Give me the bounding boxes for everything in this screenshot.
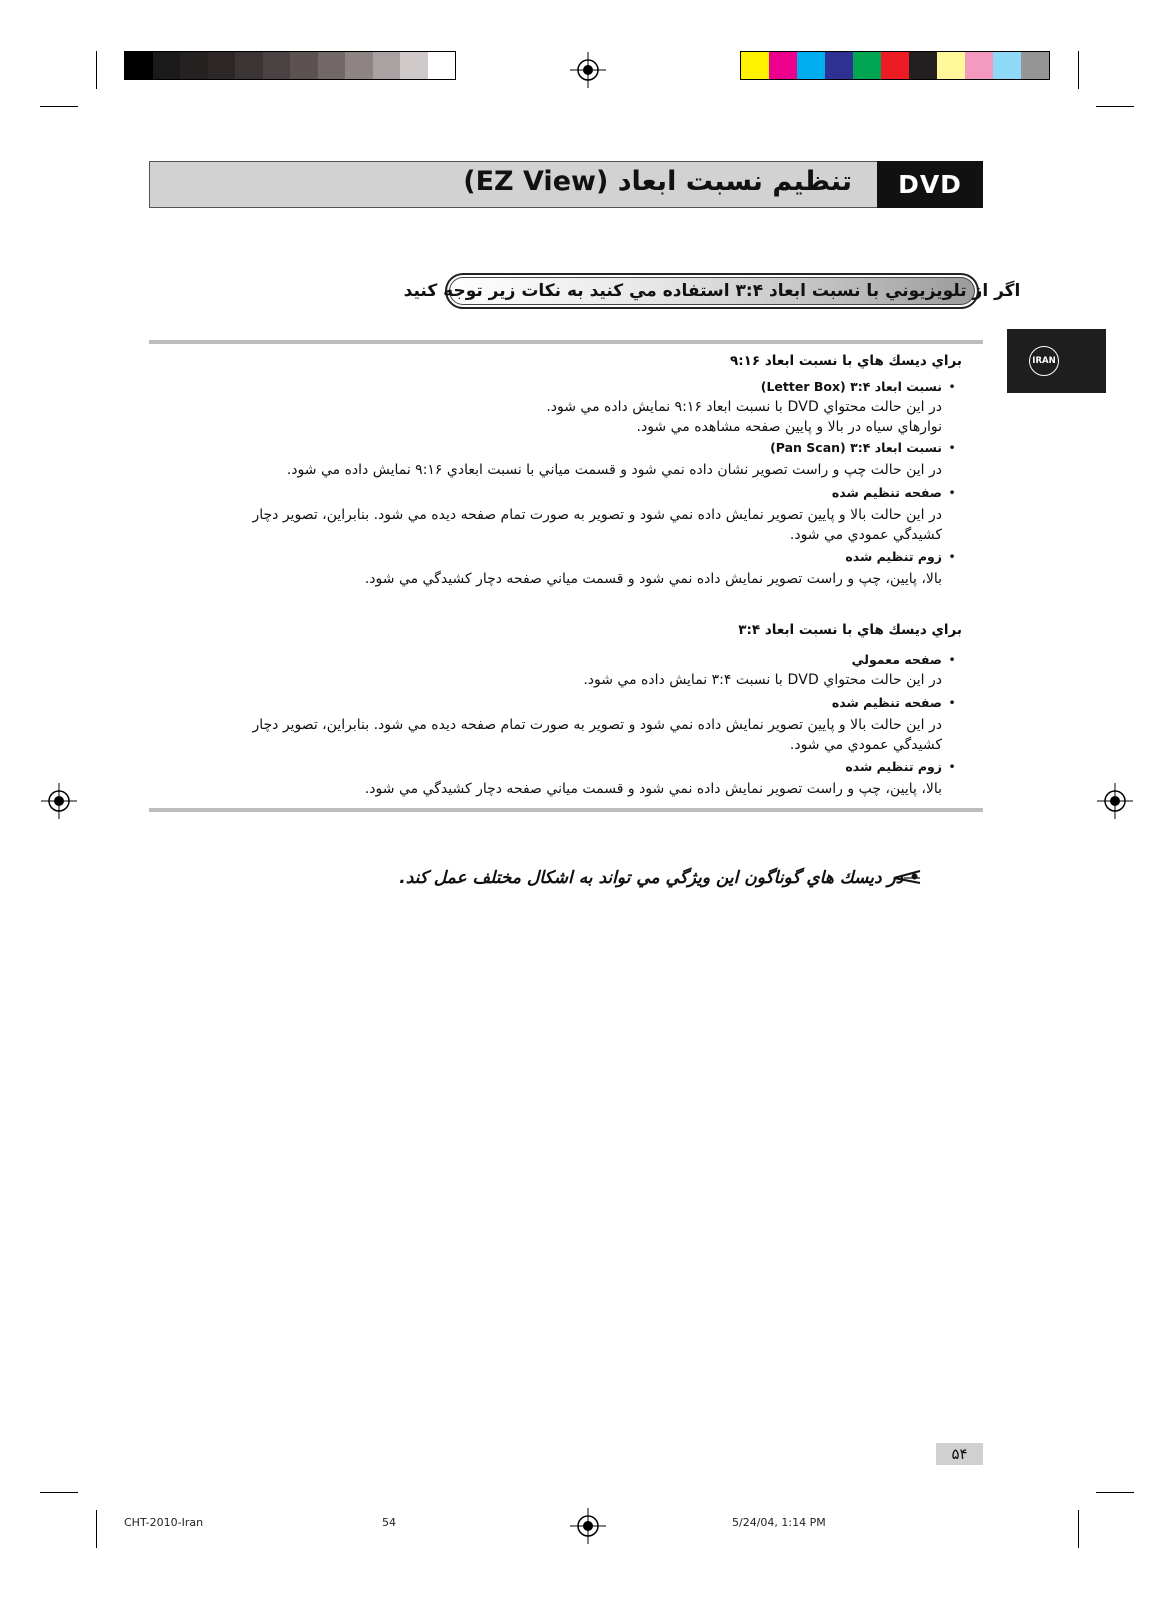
registration-mark-icon [41, 783, 77, 819]
item-text: در اين حالت محتواي DVD با نسبت ۳:۴ نمايش داده مي شود. [583, 672, 942, 688]
color-swatch [797, 52, 825, 79]
registration-mark-icon [570, 52, 606, 88]
gray-swatch [263, 52, 291, 79]
color-swatch [853, 52, 881, 79]
footer-timestamp: 5/24/04, 1:14 PM [732, 1516, 826, 1529]
item-title: • زوم تنظيم شده [149, 549, 962, 569]
item-text: كشيدگي عمودي مي شود. [789, 737, 942, 753]
footer-page: 54 [382, 1516, 396, 1529]
page-header [149, 161, 983, 208]
crop-mark [40, 106, 78, 107]
item-title: • نسبت ابعاد ۳:۴ (Pan Scan) [149, 440, 962, 460]
item-text: كشيدگي عمودي مي شود. [789, 527, 942, 543]
gray-swatch [180, 52, 208, 79]
section-heading: براي ديسك هاي با نسبت ابعاد ۳:۴ [738, 622, 962, 638]
color-swatch [909, 52, 937, 79]
gray-swatch [373, 52, 401, 79]
color-swatch [937, 52, 965, 79]
subtitle-text: اگر از تلويزيوني با نسبت ابعاد ۳:۴ استفاده مي كنيد به نكات زير توجه كنيد [403, 281, 1021, 301]
gray-swatch [400, 52, 428, 79]
color-swatch [993, 52, 1021, 79]
crop-mark [40, 1492, 78, 1493]
iran-badge-icon: IRAN [1029, 346, 1059, 376]
section-4-3 [149, 622, 962, 799]
section-16-9 [149, 353, 962, 589]
footer-filename: CHT-2010-Iran [124, 1516, 204, 1529]
language-side-tab [1007, 329, 1106, 393]
item-text: در اين حالت چپ و راست تصوير نشان داده نمي شود و قسمت مياني با نسبت ابعادي ۹:۱۶ نمايش داده مي شود. [286, 462, 942, 478]
crop-mark [1078, 1510, 1079, 1548]
crop-mark [1096, 1492, 1134, 1493]
gray-swatch [153, 52, 181, 79]
gray-swatch [125, 52, 153, 79]
item-title: • صفحه معمولي [149, 652, 962, 670]
section-heading: براي ديسك هاي با نسبت ابعاد ۹:۱۶ [730, 353, 962, 369]
item-text: در اين حالت محتواي DVD با نسبت ابعاد ۹:۱۶ نمايش داده مي شود. [546, 399, 942, 415]
item-title: • زوم تنظيم شده [149, 759, 962, 779]
item-text: بالا، پايين، چپ و راست تصوير نمايش داده نمي شود و قسمت مياني صفحه دچار كشيدگي مي شود. [364, 571, 942, 587]
page-number: ۵۴ [936, 1443, 983, 1465]
item-title: • نسبت ابعاد ۳:۴ (Letter Box) [149, 379, 962, 397]
crop-mark [1078, 51, 1079, 89]
gray-swatch [345, 52, 373, 79]
color-calibration-bar [740, 51, 1050, 80]
grayscale-calibration-bar [124, 51, 456, 80]
color-swatch [825, 52, 853, 79]
gray-swatch [208, 52, 236, 79]
item-text: در اين حالت بالا و پايين تصوير نمايش داده نمي شود و تصوير به صورت تمام صفحه ديده مي شود. بنابراين، تصوير دچار [252, 507, 942, 523]
section-subtitle-banner [403, 273, 1021, 309]
color-swatch [881, 52, 909, 79]
color-swatch [769, 52, 797, 79]
item-text: بالا، پايين، چپ و راست تصوير نمايش داده نمي شود و قسمت مياني صفحه دچار كشيدگي مي شود. [364, 781, 942, 797]
item-text: نوارهاي سياه در بالا و پايين صفحه مشاهده مي شود. [636, 419, 942, 435]
gray-swatch [235, 52, 263, 79]
crop-mark [96, 1510, 97, 1548]
divider [149, 340, 983, 344]
divider [149, 808, 983, 812]
dvd-badge: DVD [877, 161, 983, 208]
page-title: تنظيم نسبت ابعاد (EZ View) [463, 166, 852, 197]
note-text: • در ديسك هاي گوناگون اين ويژگي مي تواند به اشكال مختلف عمل كند. [399, 868, 920, 888]
color-swatch [741, 52, 769, 79]
registration-mark-icon [570, 1508, 606, 1544]
gray-swatch [290, 52, 318, 79]
crop-mark [96, 51, 97, 89]
item-title: • صفحه تنظيم شده [149, 485, 962, 505]
gray-swatch [428, 52, 456, 79]
item-text: در اين حالت بالا و پايين تصوير نمايش داده نمي شود و تصوير به صورت تمام صفحه ديده مي شود. بنابراين، تصوير دچار [252, 717, 942, 733]
crop-mark [1096, 106, 1134, 107]
color-swatch [1021, 52, 1049, 79]
gray-swatch [318, 52, 346, 79]
registration-mark-icon [1097, 783, 1133, 819]
color-swatch [965, 52, 993, 79]
item-title: • صفحه تنظيم شده [149, 695, 962, 715]
